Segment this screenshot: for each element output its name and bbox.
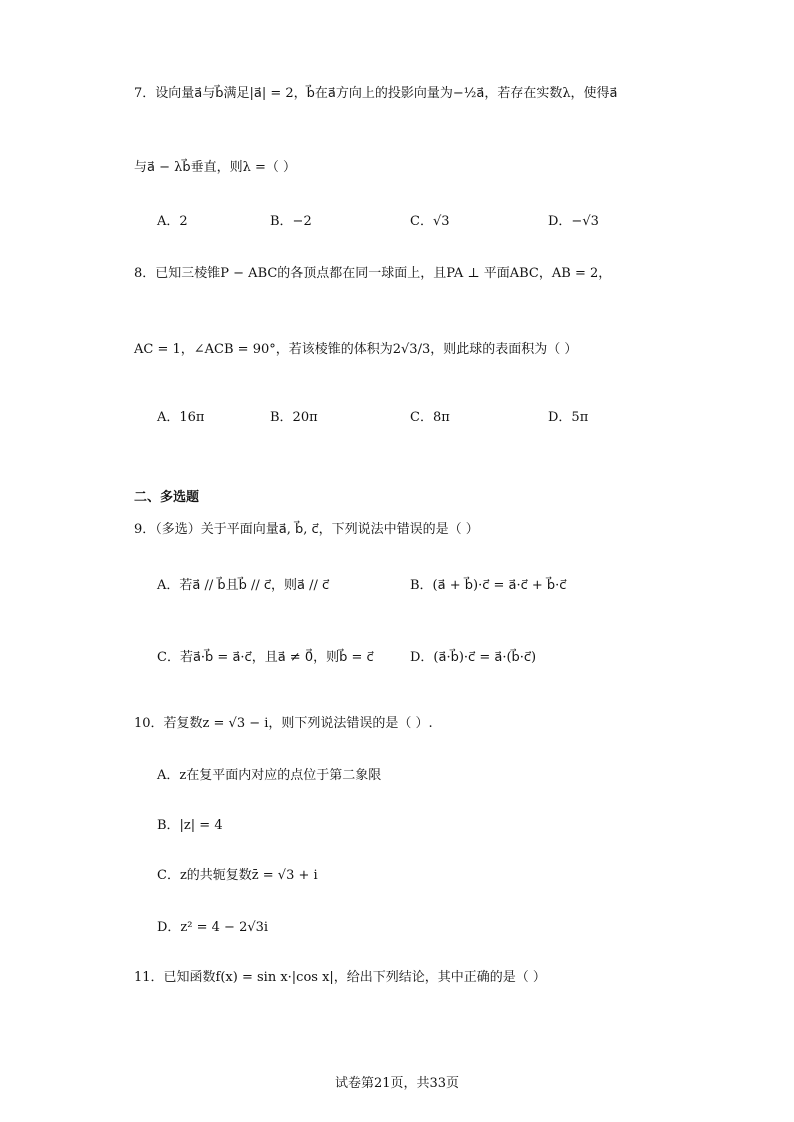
question-8-line-1: 8．已知三棱锥P − ABC的各顶点都在同一球面上，且PA ⊥ 平面ABC，AB = 2， [134, 266, 612, 281]
question-11-line-1: 11．已知函数f(x) = sin x·|cos x|，给出下列结论，其中正确的是（ ） [134, 970, 546, 985]
question-7-line-1: 7．设向量a⃗与b⃗满足|a⃗| = 2，b⃗在a⃗方向上的投影向量为−½a⃗，若存在实数λ，使得a⃗ [134, 86, 618, 101]
question-7-option-d: D．−√3 [548, 214, 599, 229]
question-8-option-c: C．8π [410, 410, 450, 425]
question-8-option-a: A．16π [157, 410, 205, 425]
question-7-option-a: A．2 [157, 214, 188, 229]
question-10-option-d: D．z² = 4 − 2√3i [157, 920, 269, 935]
question-9-option-c: C．若a⃗·b⃗ = a⃗·c⃗，且a⃗ ≠ 0⃗，则b⃗ = c⃗ [157, 650, 374, 665]
section-title-multiple-choice: 二、多选题 [134, 490, 200, 505]
question-9-option-a: A．若a⃗ // b⃗且b⃗ // c⃗，则a⃗ // c⃗ [157, 578, 330, 593]
question-8-option-d: D．5π [548, 410, 589, 425]
question-10-line-1: 10．若复数z = √3 − i，则下列说法错误的是（ ）. [134, 716, 433, 731]
question-9-line-1: 9．（多选）关于平面向量a⃗, b⃗, c⃗，下列说法中错误的是（ ） [134, 522, 479, 537]
question-10-option-c: C．z的共轭复数z̄ = √3 + i [157, 868, 318, 883]
question-8-line-2: AC = 1，∠ACB = 90°，若该棱锥的体积为2√3/3，则此球的表面积为（ ） [134, 342, 578, 357]
question-7-line-2: 与a⃗ − λb⃗垂直，则λ =（ ） [134, 160, 297, 175]
question-10-option-b: B．|z| = 4 [157, 818, 223, 833]
question-9-option-d: D．(a⃗·b⃗)·c⃗ = a⃗·(b⃗·c⃗) [410, 650, 537, 665]
question-9-option-b: B．(a⃗ + b⃗)·c⃗ = a⃗·c⃗ + b⃗·c⃗ [410, 578, 567, 593]
question-8-option-b: B．20π [270, 410, 318, 425]
page-footer: 试卷第21页，共33页 [334, 1076, 460, 1091]
question-7-option-c: C．√3 [410, 214, 450, 229]
question-10-option-a: A．z在复平面内对应的点位于第二象限 [157, 768, 382, 783]
question-7-option-b: B．−2 [270, 214, 312, 229]
